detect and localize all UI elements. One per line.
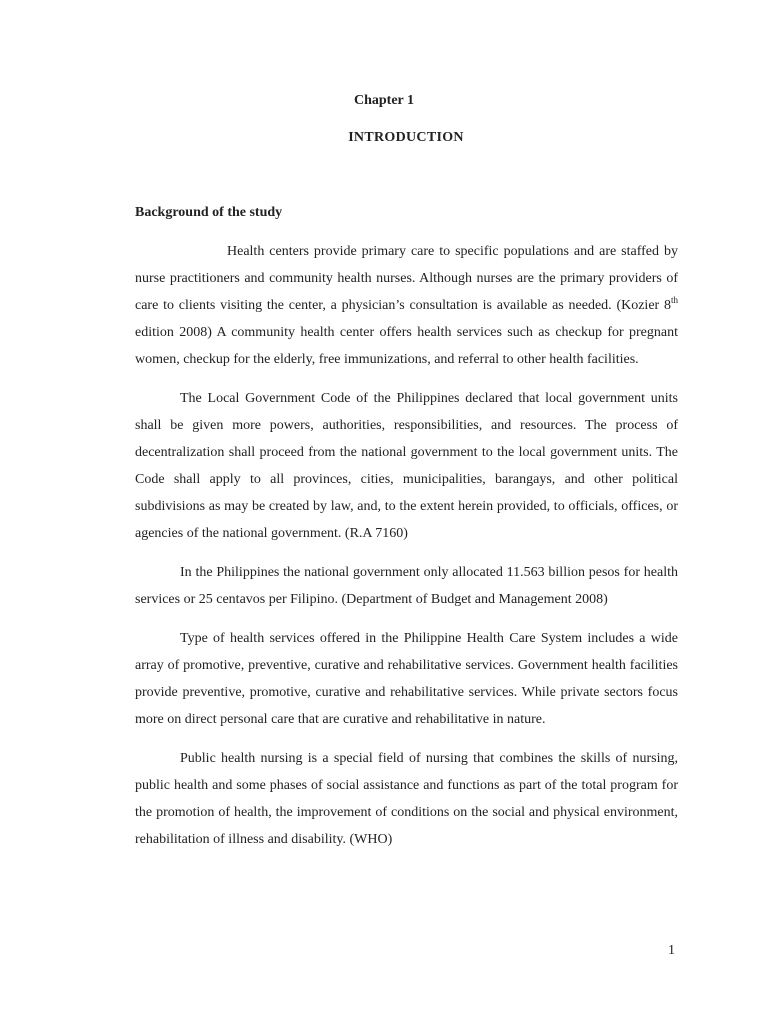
paragraph-public-health-nursing: Public health nursing is a special field of nursing that combines the skills of nursing, public health and some phases of social assistance and functions as part of the total program for the promotion of health, the improvement of conditions on the social and physical environment, rehabilitation of illness and disability. (WHO): [135, 751, 678, 847]
paragraph-local-government-code: The Local Government Code of the Philippines declared that local government units shall be given more powers, authorities, responsibilities, and resources. The process of decentralization shall proceed from the national government to the local government units. The Code shall apply to all provinces, cities, municipalities, barangays, and other political subdivisions as may be created by law, and, to the extent herein provided, to officials, offices, or agencies of the national government. (R.A 7160): [135, 391, 678, 541]
page-number: 1: [668, 943, 675, 958]
paragraph-budget: In the Philippines the national government only allocated 11.563 billion pesos for health services or 25 centavos per Filipino. (Department of Budget and Management 2008): [135, 565, 678, 607]
section-title: INTRODUCTION: [348, 130, 464, 145]
chapter-title: Chapter 1: [353, 93, 415, 108]
paragraph-text: Health centers provide primary care to specific populations and are staffed by nurse practitioners and community health nurses. Although nurses are the primary providers of care to clients visiting the center, a physician’s consultation is available as needed. (Kozier 8: [135, 244, 678, 313]
superscript-ordinal: th: [670, 295, 678, 305]
document-body: [135, 238, 678, 865]
paragraph-text: edition 2008) A community health center offers health services such as checkup for pregnant women, checkup for the elderly, free immunizations, and referral to other health facilities.: [135, 325, 678, 367]
paragraph-health-services: Type of health services offered in the Philippine Health Care System includes a wide array of promotive, preventive, curative and rehabilitative services. Government health facilities provide preventive, promotive, curative and rehabilitative services. While private sectors focus more on direct personal care that are curative and rehabilitative in nature.: [135, 631, 678, 727]
subsection-title: Background of the study: [135, 205, 283, 220]
paragraph-health-centers: [135, 238, 678, 373]
